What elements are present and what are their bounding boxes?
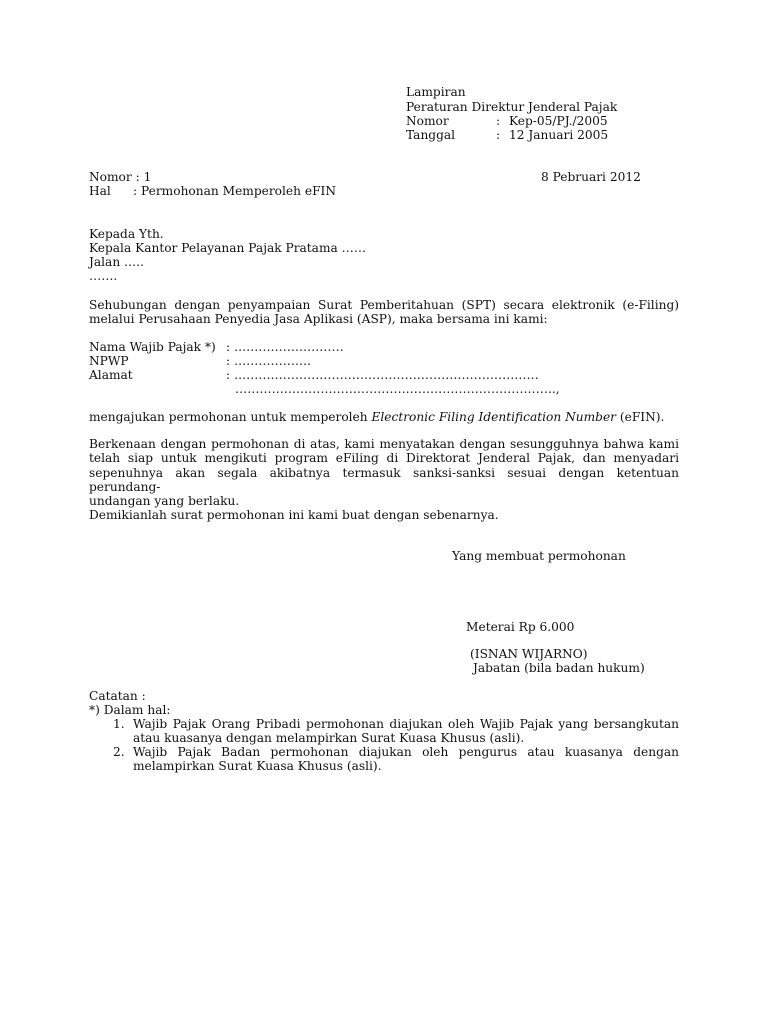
subject-value: : Permohonan Memperoleh eFIN bbox=[133, 184, 336, 198]
address-value: : ………………………………………………………………… bbox=[226, 368, 539, 382]
recipient-greeting: Kepada Yth. bbox=[89, 227, 164, 241]
statement-line: sepenuhnya akan segala akibatnya termasuk sanksi-sanksi sesuai dengan ketentuan perundang- bbox=[89, 465, 679, 494]
recipient-office: Kepala Kantor Pelayanan Pajak Pratama …… bbox=[89, 241, 367, 255]
address-label: Alamat bbox=[89, 368, 133, 382]
statement-line: telah siap untuk mengikuti program eFiling di Direktorat Jenderal Pajak, dan menyadari bbox=[89, 451, 679, 466]
letter-number: Nomor : 1 bbox=[89, 170, 152, 184]
note-line: Wajib Pajak Badan permohonan diajukan oleh pengurus atau kuasanya dengan bbox=[133, 745, 679, 759]
note-line: Wajib Pajak Orang Pribadi permohonan diajukan oleh Wajib Pajak yang bersangkutan bbox=[133, 717, 679, 731]
lampiran-tanggal-label: Tanggal bbox=[406, 128, 456, 142]
note-text bbox=[133, 717, 679, 746]
notes-subtitle: *) Dalam hal: bbox=[89, 703, 171, 717]
intro-paragraph bbox=[89, 298, 679, 327]
subject-label: Hal bbox=[89, 184, 111, 198]
request-italic-term: Electronic Filing Identification Number bbox=[371, 410, 616, 424]
lampiran-tanggal-sep: : bbox=[496, 128, 501, 142]
intro-line: melalui Perusahaan Penyedia Jasa Aplikasi (ASP), maka bersama ini kami: bbox=[89, 312, 548, 327]
intro-line: Sehubungan dengan penyampaian Surat Pemberitahuan (SPT) secara elektronik (e-Filing) bbox=[89, 298, 679, 312]
lampiran-regulation: Peraturan Direktur Jenderal Pajak bbox=[406, 100, 618, 114]
lampiran-nomor-value: Kep-05/PJ./2005 bbox=[509, 114, 608, 128]
signature-title: Yang membuat permohonan bbox=[452, 549, 626, 563]
name-label: Nama Wajib Pajak *) bbox=[89, 340, 216, 354]
letter-date: 8 Pebruari 2012 bbox=[541, 170, 641, 184]
name-value: : ……………………… bbox=[226, 340, 344, 354]
stamp-duty: Meterai Rp 6.000 bbox=[466, 620, 575, 634]
npwp-label: NPWP bbox=[89, 354, 129, 368]
statement-line: undangan yang berlaku. bbox=[89, 494, 240, 509]
notes-title: Catatan : bbox=[89, 689, 146, 703]
lampiran-title: Lampiran bbox=[406, 85, 466, 99]
lampiran-tanggal-value: 12 Januari 2005 bbox=[509, 128, 609, 142]
note-number: 1. bbox=[113, 717, 125, 731]
recipient-street: Jalan ….. bbox=[89, 255, 144, 269]
request-prefix: mengajukan permohonan untuk memperoleh bbox=[89, 410, 372, 424]
npwp-value: : ………………. bbox=[226, 354, 311, 368]
request-sentence bbox=[89, 410, 664, 424]
signer-position: Jabatan (bila badan hukum) bbox=[473, 661, 645, 675]
signer-name: (ISNAN WIJARNO) bbox=[470, 647, 588, 661]
statement-line: Berkenaan dengan permohonan di atas, kami menyatakan dengan sesungguhnya bahwa kami bbox=[89, 437, 679, 451]
statement-paragraph bbox=[89, 437, 679, 508]
address-continuation: ……………………………………………………………………., bbox=[235, 382, 560, 396]
recipient-extra: ……. bbox=[89, 269, 118, 283]
note-text bbox=[133, 745, 679, 774]
note-line: atau kuasanya dengan melampirkan Surat Kuasa Khusus (asli). bbox=[133, 731, 525, 746]
request-suffix: (eFIN). bbox=[615, 410, 665, 424]
note-line: melampirkan Surat Kuasa Khusus (asli). bbox=[133, 759, 382, 774]
closing-sentence: Demikianlah surat permohonan ini kami buat dengan sebenarnya. bbox=[89, 508, 499, 522]
lampiran-nomor-sep: : bbox=[496, 114, 501, 128]
lampiran-nomor-label: Nomor bbox=[406, 114, 449, 128]
note-number: 2. bbox=[113, 745, 125, 759]
